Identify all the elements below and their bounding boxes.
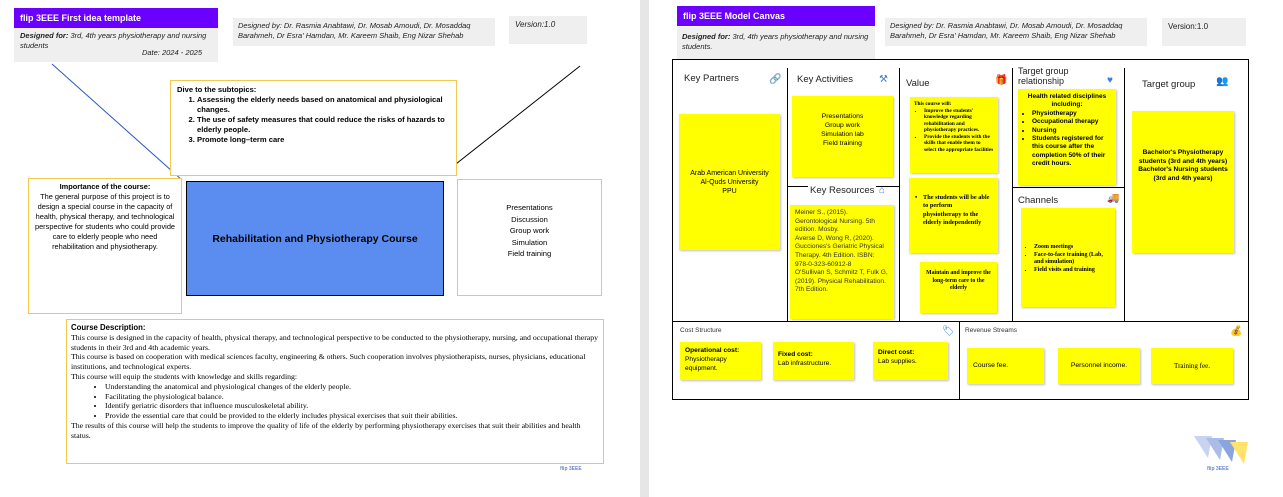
value-bullet: • Improve the students' knowledge regarding rehabilitation and physiotherapy practices. bbox=[924, 108, 994, 134]
wrench-icon: ⚒ bbox=[879, 74, 888, 85]
left-page bbox=[0, 0, 640, 497]
cost-item-text: Lab infrastructure. bbox=[778, 360, 832, 367]
relationship-bullet: • Physiotherapy bbox=[1032, 110, 1112, 118]
method-item: Presentations bbox=[506, 203, 553, 212]
divider bbox=[787, 68, 788, 322]
relationship-bullet: • Nursing bbox=[1032, 127, 1112, 135]
importance-note bbox=[28, 178, 182, 314]
value-intro: This course will: bbox=[914, 101, 952, 107]
channel-item: • Face-to-face training (Lab, and simulation) bbox=[1034, 252, 1112, 267]
value-title: Value bbox=[906, 78, 930, 89]
key-partners-note: Arab American University Al-Quds University PPU bbox=[679, 114, 780, 250]
designed-for-label: Designed for: bbox=[682, 32, 731, 41]
key-activities-note: Presentations Group work Simulation lab Field training bbox=[792, 96, 893, 177]
divider bbox=[672, 321, 1249, 322]
revenue-item: Course fee. bbox=[967, 348, 1044, 384]
revenue-streams-title: Revenue Streams bbox=[965, 327, 1018, 334]
designed-for-block bbox=[14, 28, 218, 62]
divider bbox=[1012, 187, 1124, 188]
description-p1: This course is designed in the capacity of health, physical therapy, and technological perspective to be conducted to the physiotherapy, nursing, and occupational therapy students in their 3rd and 4th academic years. bbox=[71, 332, 599, 352]
divider bbox=[959, 321, 960, 399]
importance-text: The general purpose of this project is to design a special course in the capacity of health, physical therapy, and technological perspective for students who could provide care to elderly people who need rehabilitation and physiotherapy. bbox=[34, 192, 176, 251]
subtopics-title: Dive to the subtopics: bbox=[177, 85, 257, 94]
course-name: Rehabilitation and Physiotherapy Course bbox=[212, 232, 418, 245]
designed-for-label: Designed for: bbox=[20, 31, 69, 40]
truck-icon: 🚚 bbox=[1107, 193, 1120, 204]
relationship-intro: Health related disciplines including: bbox=[1027, 93, 1107, 109]
version-text: Version:1.0 bbox=[509, 16, 587, 44]
money-bag-icon: 💰 bbox=[1230, 326, 1243, 337]
designed-for-text: 3rd, 4th years physiotherapy and nursing students. bbox=[682, 32, 869, 51]
description-p4: The results of this course will help the students to improve the quality of life of the elderly by performing physiotherapy exercises that suit their abilities and health status. bbox=[71, 420, 581, 440]
tag-icon: 🏷 bbox=[942, 326, 955, 337]
cost-item-text: Physiotherapy equipment. bbox=[685, 356, 727, 372]
method-item: Discussion bbox=[511, 214, 548, 224]
gift-icon: 🎁 bbox=[995, 75, 1008, 86]
factory-icon: ⌂ bbox=[879, 185, 886, 196]
value-note-3-text: Maintain and improve the long-term care to the elderly bbox=[926, 270, 991, 292]
divider bbox=[1012, 68, 1013, 322]
cost-item-label: Operational cost: bbox=[685, 347, 740, 354]
canvas-footer-logo-text: flip 3EEE bbox=[1207, 466, 1229, 472]
cost-item-text: Lab supplies. bbox=[878, 358, 917, 365]
cost-item-label: Direct cost: bbox=[878, 349, 915, 356]
relationship-note bbox=[1018, 89, 1116, 185]
channel-item: • Zoom meetings bbox=[1034, 244, 1112, 252]
course-description-note bbox=[66, 319, 604, 464]
canvas-version-text: Version:1.0 bbox=[1162, 18, 1246, 46]
template-title: flip 3EEE First idea template bbox=[14, 8, 218, 28]
key-partners-title: Key Partners bbox=[684, 73, 739, 84]
canvas-designers-text: Designed by: Dr. Rasmia Anabtawi, Dr. Mosab Amoudi, Dr. Mosaddaq Barahmeh, Dr Esra' Hamdan, Mr. Kareem Shaib, Eng Nizar Shehab bbox=[885, 18, 1147, 46]
description-title: Course Description: bbox=[71, 323, 146, 332]
subtopic-item: 2. The use of safety measures that could reduce the risks of hazards to elderly people. bbox=[197, 115, 450, 135]
course-name-box bbox=[186, 181, 444, 296]
target-group-note: Bachelor's Physiotherapy students (3rd and 4th years) Bachelor's Nursing students (3rd and 4th years) bbox=[1132, 111, 1234, 253]
methods-note bbox=[457, 179, 602, 296]
target-group-title: Target group bbox=[1142, 79, 1196, 90]
right-page bbox=[649, 0, 1283, 497]
heart-icon: ♥ bbox=[1107, 75, 1113, 86]
subtopics-note bbox=[170, 80, 457, 176]
value-note-1 bbox=[910, 97, 998, 173]
description-bullet: • Provide the essential care that could be provided to the elderly includes physical exercises that suit their abilities. bbox=[105, 411, 599, 421]
key-resources-note: Meiner S., (2015). Gerontological Nursing. 5th edition. Mosby. Averse D, Wong R, (2020). Gucciones's Geriatric Physical Therapy. 4th Edition. ISBN: 978-0-323-60912-8 O'Sullivan S, Schmitz T, Fulk G, (2019). Physical Rehabilitation. 7th Edition. bbox=[790, 205, 894, 319]
relationship-bullet: • Students registered for this course after the completion 50% of their credit hours. bbox=[1032, 135, 1112, 169]
cost-item-label: Fixed cost: bbox=[778, 351, 813, 358]
cost-item bbox=[873, 342, 948, 380]
importance-title: Importance of the course: bbox=[59, 182, 151, 191]
revenue-item: Training fee. bbox=[1151, 348, 1233, 384]
relationship-title: Target group relationship bbox=[1018, 66, 1069, 86]
cost-item bbox=[680, 342, 761, 380]
relationship-bullet: • Occupational therapy bbox=[1032, 118, 1112, 126]
description-bullet: • Facilitating the physiological balance. bbox=[105, 392, 599, 402]
cost-structure-title: Cost Structure bbox=[680, 327, 722, 334]
value-bullet: • Provide the students with the skills that enable them to select the appropriate facilities bbox=[924, 134, 994, 154]
description-p3: This course will equip the students with knowledge and skills regarding: bbox=[71, 371, 298, 381]
flip-logo-icon bbox=[1192, 434, 1254, 468]
channels-note bbox=[1021, 208, 1115, 307]
key-activities-title: Key Activities bbox=[797, 74, 853, 85]
value-note-3 bbox=[920, 262, 997, 313]
subtopic-item: 1. Assessing the elderly needs based on anatomical and physiological changes. bbox=[197, 95, 450, 115]
description-p2: This course is based on cooperation with medical sciences faculty, engineering & others. Such cooperation involves physiotherapists, nurses, physicians, educational institutions, and technological experts. bbox=[71, 352, 586, 372]
value-note-2: • The students will be able to perform physiotherapy to the elderly independently bbox=[909, 178, 998, 253]
method-item: Simulation bbox=[511, 237, 548, 247]
canvas-designed-for-block bbox=[677, 27, 875, 59]
subtopic-item: 3. Promote long–term care bbox=[197, 135, 450, 145]
description-bullet: • Identify geriatric disorders that influence musculoskeletal ability. bbox=[105, 401, 599, 411]
divider bbox=[1124, 68, 1125, 322]
description-bullet: • Understanding the anatomical and physiological changes of the elderly people. bbox=[105, 382, 599, 392]
canvas-title: flip 3EEE Model Canvas bbox=[677, 6, 875, 26]
revenue-item: Personnel income. bbox=[1058, 348, 1140, 384]
key-resources-title: Key Resources bbox=[810, 185, 875, 196]
method-item: Group work bbox=[509, 226, 550, 235]
link-icon: 🔗 bbox=[769, 74, 782, 85]
designed-for-text: 3rd, 4th years physiotherapy and nursing students bbox=[20, 31, 207, 50]
cost-item bbox=[773, 342, 854, 380]
date-text: Date: 2024 - 2025 bbox=[141, 48, 202, 57]
users-icon: 👥 bbox=[1216, 76, 1229, 87]
channel-item: • Field visits and training bbox=[1034, 267, 1112, 275]
footer-logo-text: flip 3EEE bbox=[560, 466, 582, 472]
method-item: Field training bbox=[507, 249, 552, 258]
divider bbox=[899, 68, 900, 322]
designers-text: Designed by: Dr. Rasmia Anabtawi, Dr. Mosab Amoudi, Dr. Mosaddaq Barahmeh, Dr Esra' Hamdan, Mr. Kareem Shaib, Eng Nizar Shehab bbox=[233, 18, 495, 46]
value-note-2-text: The students will be able to perform physiotherapy to the elderly independently bbox=[923, 194, 990, 227]
channels-title: Channels bbox=[1018, 195, 1059, 206]
